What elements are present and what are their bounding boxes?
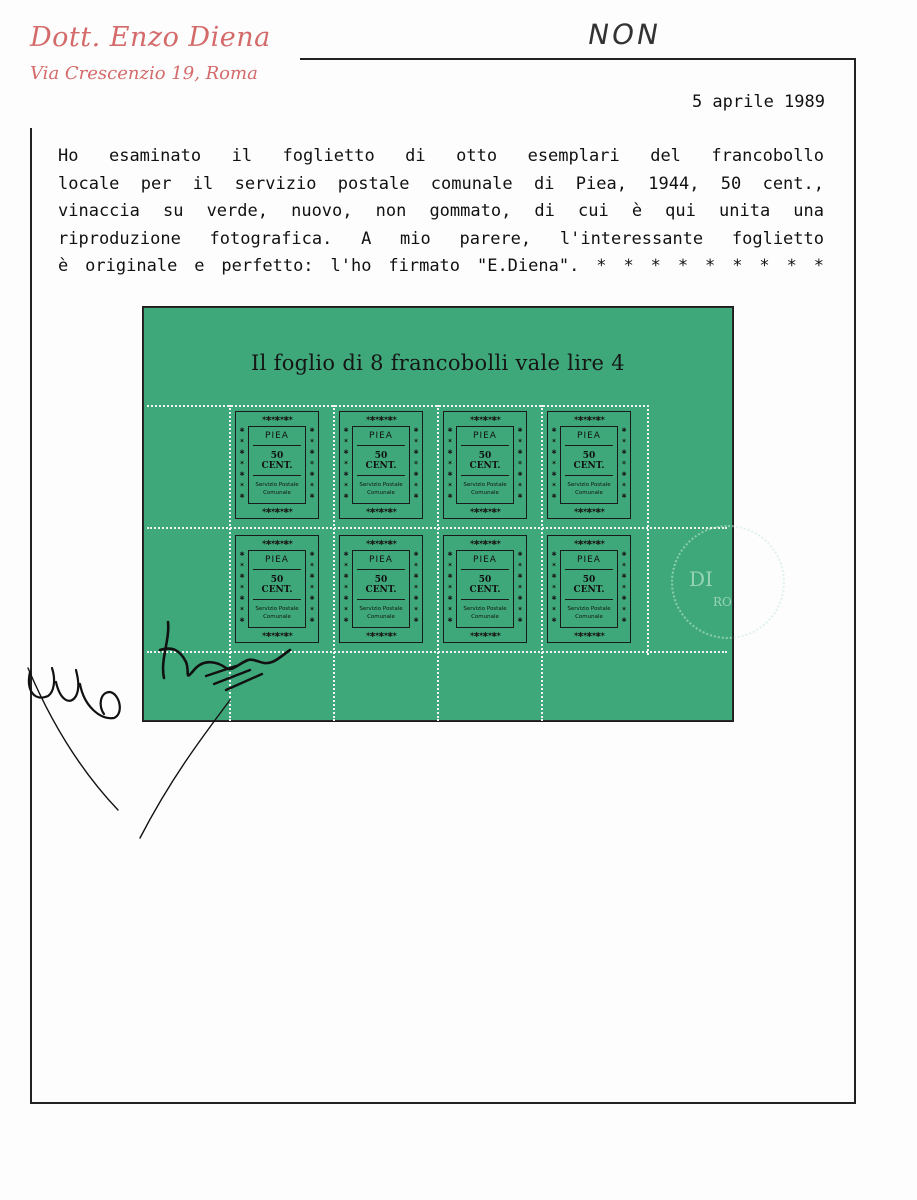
stamp-rule [565, 445, 613, 446]
embossed-seal [671, 525, 785, 639]
ornament-border: ✱ ✶ ✱ ✶ ✱ ✶ ✱ [517, 425, 523, 500]
stamp-value-number: 50 [478, 575, 492, 585]
stamp [339, 411, 423, 519]
ornament-border: ✱ ✶ ✱ ✶ ✱ ✶ ✱ [239, 425, 245, 500]
stamp-rule [565, 599, 613, 600]
ornament-border: ✶✱✶✱✶✱✶ [573, 414, 605, 424]
stamp-service [353, 481, 409, 497]
ornament-border: ✱ ✶ ✱ ✶ ✱ ✶ ✱ [447, 549, 453, 624]
stamp [547, 411, 631, 519]
ornament-border: ✶✱✶✱✶✱✶ [261, 506, 293, 516]
ornament-border: ✶✱✶✱✶✱✶ [261, 414, 293, 424]
ornament-border: ✶✱✶✱✶✱✶ [365, 414, 397, 424]
stamp-value-number: 50 [374, 575, 388, 585]
stamp-service-line: Servizio Postale [359, 606, 403, 612]
stamp-town: PIEA [577, 555, 601, 565]
stamp-service [457, 481, 513, 497]
sheet-title: Il foglio di 8 francobolli vale lire 4 [251, 351, 625, 375]
stamp-rule [461, 569, 509, 570]
perforation-row [147, 405, 649, 407]
stamp-value-number: 50 [478, 451, 492, 461]
stamp-value-unit: CENT. [469, 585, 501, 595]
certificate-line: vinaccia su verde, nuovo, non gommato, di cui è qui unita una [58, 201, 824, 221]
stamp-rule [357, 599, 405, 600]
stamp-frame [352, 426, 410, 504]
stamp-service-line: Comunale [471, 490, 499, 496]
stamp-service-line: Comunale [575, 490, 603, 496]
certificate-line: locale per il servizio postale comunale di Piea, 1944, 50 cent., [58, 173, 824, 194]
ornament-border: ✶✱✶✱✶✱✶ [261, 630, 293, 640]
frame-border-right [854, 58, 856, 1104]
stamp-rule [253, 569, 301, 570]
stamp-service-line: Servizio Postale [255, 482, 299, 488]
seal-text: RO [713, 595, 732, 609]
stamp-rule [461, 445, 509, 446]
ornament-border: ✱ ✶ ✱ ✶ ✱ ✶ ✱ [517, 549, 523, 624]
stamp-value-unit: CENT. [261, 585, 293, 595]
stamp-service-line: Servizio Postale [359, 482, 403, 488]
stamp-value-unit: CENT. [573, 585, 605, 595]
ornament-border: ✱ ✶ ✱ ✶ ✱ ✶ ✱ [551, 549, 557, 624]
frame-border-bottom [30, 1102, 856, 1104]
stamp-value-number: 50 [374, 451, 388, 461]
stamp-service-line: Comunale [367, 490, 395, 496]
ornament-border: ✱ ✶ ✱ ✶ ✱ ✶ ✱ [343, 425, 349, 500]
stamp-value [249, 575, 305, 595]
stamp-value [353, 575, 409, 595]
stamp-frame [456, 426, 514, 504]
stamp-town: PIEA [265, 431, 289, 441]
stamp [443, 535, 527, 643]
perforation-column [541, 405, 543, 721]
stamp-value [457, 575, 513, 595]
ornament-border: ✶✱✶✱✶✱✶ [365, 630, 397, 640]
perforation-column [437, 405, 439, 721]
ornament-border: ✶✱✶✱✶✱✶ [573, 630, 605, 640]
stamp-service-line: Comunale [263, 490, 291, 496]
stamp-service-line: Servizio Postale [463, 482, 507, 488]
stamp-service-line: Servizio Postale [567, 606, 611, 612]
stamp-value-number: 50 [270, 451, 284, 461]
stamp-value-unit: CENT. [365, 461, 397, 471]
letterhead [30, 22, 271, 84]
ornament-border: ✶✱✶✱✶✱✶ [469, 630, 501, 640]
stamp-rule [253, 599, 301, 600]
certificate-line: riproduzione fotografica. A mio parere, l'interessante foglietto [58, 228, 824, 249]
ornament-border: ✱ ✶ ✱ ✶ ✱ ✶ ✱ [413, 549, 419, 624]
certificate-text [58, 143, 824, 281]
certificate-date: 5 aprile 1989 [691, 92, 825, 112]
stamp-value [457, 451, 513, 471]
stamp-service-line: Servizio Postale [463, 606, 507, 612]
ornament-border: ✱ ✶ ✱ ✶ ✱ ✶ ✱ [413, 425, 419, 500]
stamp-town: PIEA [473, 555, 497, 565]
stamp-service [561, 481, 617, 497]
ornament-border: ✱ ✶ ✱ ✶ ✱ ✶ ✱ [239, 549, 245, 624]
ornament-border: ✶✱✶✱✶✱✶ [469, 414, 501, 424]
stamp-value-unit: CENT. [573, 461, 605, 471]
stamp-value-number: 50 [270, 575, 284, 585]
stamp-rule [357, 445, 405, 446]
stamp-service-line: Comunale [367, 614, 395, 620]
stamp-rule [461, 475, 509, 476]
stamp-frame [560, 550, 618, 628]
frame-border-top [300, 58, 856, 60]
stamp [235, 411, 319, 519]
seal-text: DI [689, 567, 713, 591]
stamp-town: PIEA [577, 431, 601, 441]
stamp-service-line: Servizio Postale [255, 606, 299, 612]
perforation-column [647, 405, 649, 655]
letterhead-name: Dott. Enzo Diena [30, 22, 271, 53]
stamp-rule [565, 475, 613, 476]
handwritten-signature [0, 610, 420, 850]
ornament-border: ✱ ✶ ✱ ✶ ✱ ✶ ✱ [343, 549, 349, 624]
stamp-town: PIEA [473, 431, 497, 441]
ornament-border: ✶✱✶✱✶✱✶ [573, 538, 605, 548]
ornament-border: ✶✱✶✱✶✱✶ [469, 538, 501, 548]
stamp-frame [456, 550, 514, 628]
stamp-value [561, 575, 617, 595]
stamp [547, 535, 631, 643]
ornament-border: ✶✱✶✱✶✱✶ [365, 506, 397, 516]
stamp-value [561, 451, 617, 471]
certificate-line: Ho esaminato il foglietto di otto esemplari del francobollo [58, 146, 824, 166]
ornament-border: ✶✱✶✱✶✱✶ [573, 506, 605, 516]
stamp-value-unit: CENT. [365, 585, 397, 595]
stamp-service [561, 605, 617, 621]
ornament-border: ✱ ✶ ✱ ✶ ✱ ✶ ✱ [551, 425, 557, 500]
ornament-border: ✱ ✶ ✱ ✶ ✱ ✶ ✱ [309, 549, 315, 624]
ornament-border: ✱ ✶ ✱ ✶ ✱ ✶ ✱ [447, 425, 453, 500]
ornament-border: ✱ ✶ ✱ ✶ ✱ ✶ ✱ [621, 549, 627, 624]
certificate-line: è originale e perfetto: l'ho firmato "E.Diena". * * * * * * * * * [58, 256, 824, 276]
letterhead-address: Via Crescenzio 19, Roma [30, 63, 258, 84]
stamp-value [249, 451, 305, 471]
stamp-service-line: Comunale [471, 614, 499, 620]
stamp-service [249, 481, 305, 497]
stamp-service-line: Servizio Postale [567, 482, 611, 488]
ornament-border: ✱ ✶ ✱ ✶ ✱ ✶ ✱ [621, 425, 627, 500]
stamp-value-unit: CENT. [261, 461, 293, 471]
stamp-service [457, 605, 513, 621]
stamp [443, 411, 527, 519]
stamp-town: PIEA [369, 431, 393, 441]
ornament-border: ✶✱✶✱✶✱✶ [365, 538, 397, 548]
stamp-rule [565, 569, 613, 570]
stamp-value-number: 50 [582, 575, 596, 585]
stamp-town: PIEA [369, 555, 393, 565]
stamp-service-line: Comunale [575, 614, 603, 620]
stamp-town: PIEA [265, 555, 289, 565]
stamp-rule [357, 569, 405, 570]
stamp-rule [253, 445, 301, 446]
stamp-rule [461, 599, 509, 600]
stamp-value [353, 451, 409, 471]
stamp-rule [253, 475, 301, 476]
stamp-service-line: Comunale [263, 614, 291, 620]
stamp-frame [248, 426, 306, 504]
stamp-rule [357, 475, 405, 476]
ornament-border: ✶✱✶✱✶✱✶ [261, 538, 293, 548]
ornament-border: ✶✱✶✱✶✱✶ [469, 506, 501, 516]
stamp-frame [560, 426, 618, 504]
ornament-border: ✱ ✶ ✱ ✶ ✱ ✶ ✱ [309, 425, 315, 500]
stamp-value-number: 50 [582, 451, 596, 461]
handwritten-note: NON [585, 18, 664, 51]
stamp-value-unit: CENT. [469, 461, 501, 471]
